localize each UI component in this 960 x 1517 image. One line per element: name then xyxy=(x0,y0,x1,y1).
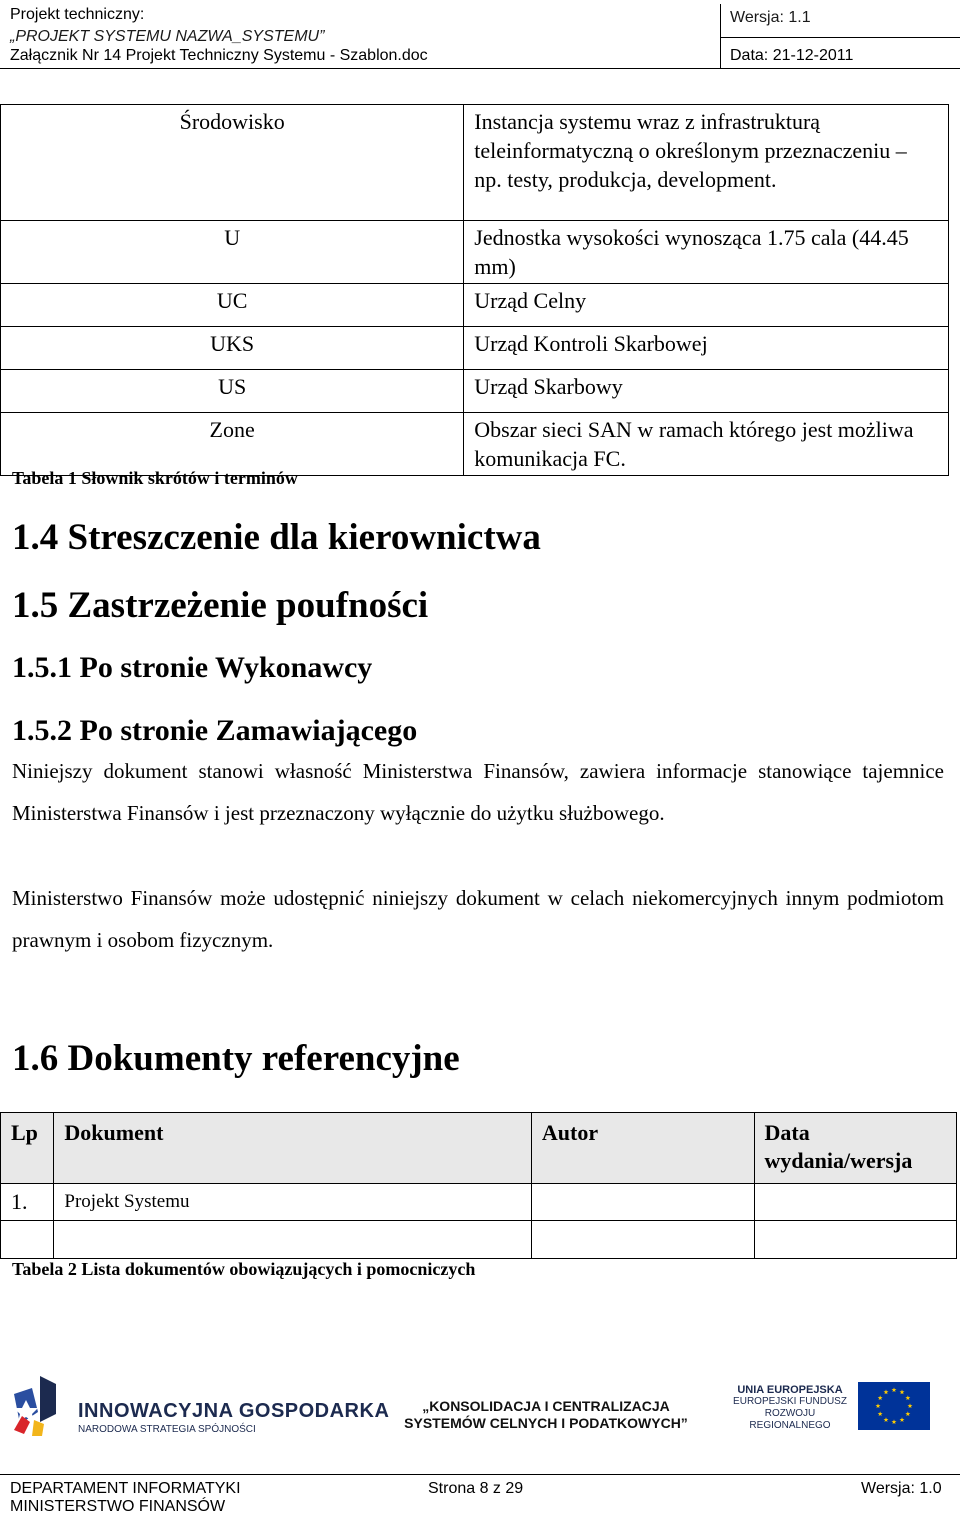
innovative-economy-title: INNOWACYJNA GOSPODARKA xyxy=(78,1400,390,1422)
glossary-term: US xyxy=(1,370,464,413)
heading-confidentiality: 1.5 Zastrzeżenie poufności xyxy=(12,585,429,626)
footer-ministry: MINISTERSTWO FINANSÓW xyxy=(10,1498,226,1515)
table-row xyxy=(1,327,949,370)
table-header-row xyxy=(1,1113,957,1184)
table-row xyxy=(1,284,949,327)
references-table xyxy=(0,1112,957,1259)
heading-summary: 1.4 Streszczenie dla kierownictwa xyxy=(12,517,541,558)
cell-author xyxy=(531,1184,754,1221)
heading-references: 1.6 Dokumenty referencyjne xyxy=(12,1038,460,1079)
column-header-document: Dokument xyxy=(54,1113,531,1184)
page-footer xyxy=(0,1474,960,1517)
glossary-definition: Urząd Celny xyxy=(464,284,949,327)
cell-date xyxy=(754,1184,957,1221)
project-label: Projekt techniczny: xyxy=(10,6,145,23)
table-row xyxy=(1,370,949,413)
footer-rule xyxy=(0,1474,960,1475)
attachment-name: Załącznik Nr 14 Projekt Techniczny Systemu - Szablon.doc xyxy=(10,47,428,64)
cell-document xyxy=(54,1221,531,1259)
table-row xyxy=(1,413,949,476)
eu-fund-label: EUROPEJSKI FUNDUSZ xyxy=(733,1396,847,1407)
cell-author xyxy=(531,1221,754,1259)
cell-date xyxy=(754,1221,957,1259)
table-row xyxy=(1,105,949,221)
column-header-date: Data wydania/wersja xyxy=(754,1113,957,1184)
glossary-definition: Urząd Kontroli Skarbowej xyxy=(464,327,949,370)
logos-strip xyxy=(0,1368,960,1448)
project-title-block xyxy=(396,1398,696,1432)
innovative-economy-subtitle: NARODOWA STRATEGIA SPÓJNOŚCI xyxy=(78,1424,256,1435)
paragraph-sharing: Ministerstwo Finansów może udostępnić niniejszy dokument w celach niekomercyjnych innym podmiotom prawnym i osobom fizycznym. xyxy=(12,886,944,952)
cell-document: Projekt Systemu xyxy=(54,1184,531,1221)
project-title-line: „KONSOLIDACJA I CENTRALIZACJA xyxy=(422,1398,670,1414)
eu-label-block xyxy=(728,1384,852,1432)
header-date: Data: 21-12-2011 xyxy=(730,47,854,64)
heading-client-side: 1.5.2 Po stronie Zamawiającego xyxy=(12,714,418,747)
page-number: Strona 8 z 29 xyxy=(428,1480,524,1497)
eu-label: UNIA EUROPEJSKA xyxy=(737,1384,843,1396)
glossary-term: U xyxy=(1,221,464,284)
glossary-definition: Urząd Skarbowy xyxy=(464,370,949,413)
glossary-term: UC xyxy=(1,284,464,327)
table-row xyxy=(1,221,949,284)
glossary-term: Środowisko xyxy=(1,105,464,221)
table-row xyxy=(1,1184,957,1221)
column-header-lp: Lp xyxy=(1,1113,54,1184)
footer-version: Wersja: 1.0 xyxy=(861,1480,942,1497)
page-header xyxy=(0,0,960,70)
table-caption: Tabela 2 Lista dokumentów obowiązujących i pomocniczych xyxy=(12,1259,476,1279)
eu-fund-label: ROZWOJU REGIONALNEGO xyxy=(749,1408,831,1431)
eu-flag-icon xyxy=(858,1382,930,1430)
cell-lp: 1. xyxy=(1,1184,54,1221)
header-divider xyxy=(720,4,721,68)
glossary-definition: Instancja systemu wraz z infrastrukturą teleinformatyczną o określonym przeznaczeniu – np. testy, produkcja, development. xyxy=(464,105,949,221)
glossary-definition: Obszar sieci SAN w ramach którego jest możliwa komunikacja FC. xyxy=(464,413,949,476)
header-version: Wersja: 1.1 xyxy=(730,9,811,26)
innovative-economy-logo-icon xyxy=(10,1374,58,1438)
project-title-line: SYSTEMÓW CELNYCH I PODATKOWYCH” xyxy=(404,1415,688,1431)
glossary-table xyxy=(0,104,949,476)
column-header-author: Autor xyxy=(531,1113,754,1184)
project-name: „PROJEKT SYSTEMU NAZWA_SYSTEMU” xyxy=(10,28,325,45)
paragraph-ownership: Niniejszy dokument stanowi własność Ministerstwa Finansów, zawiera informacje stanowiące tajemnice Ministerstwa Finansów i jest przeznaczony wyłącznie do użytku służbowego. xyxy=(12,759,944,825)
glossary-term: Zone xyxy=(1,413,464,476)
heading-contractor-side: 1.5.1 Po stronie Wykonawcy xyxy=(12,651,373,684)
table-row xyxy=(1,1221,957,1259)
glossary-definition: Jednostka wysokości wynosząca 1.75 cala (44.45 mm) xyxy=(464,221,949,284)
table-caption: Tabela 1 Słownik skrótów i terminów xyxy=(12,468,298,488)
cell-lp xyxy=(1,1221,54,1259)
footer-department: DEPARTAMENT INFORMATYKI xyxy=(10,1480,241,1497)
header-rule xyxy=(0,68,960,69)
header-divider xyxy=(720,37,960,38)
glossary-term: UKS xyxy=(1,327,464,370)
